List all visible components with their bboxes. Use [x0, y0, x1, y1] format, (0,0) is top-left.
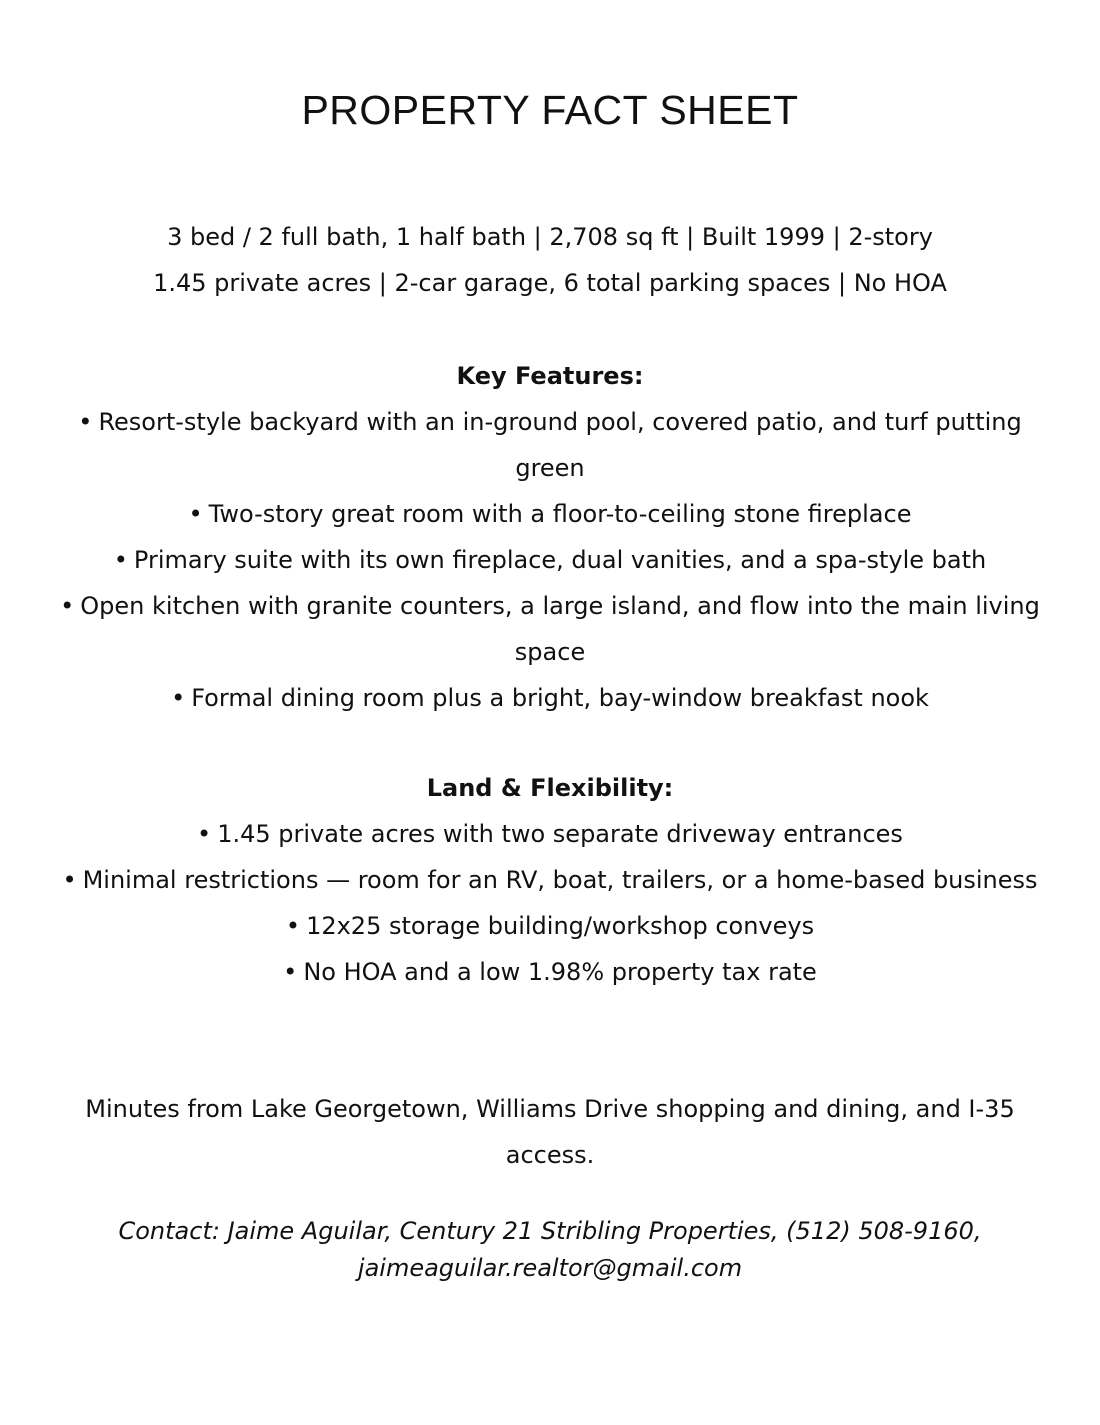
bullet-icon: • — [113, 546, 128, 574]
land-flexibility-section — [60, 765, 1040, 995]
bullet-icon: • — [283, 958, 298, 986]
key-features-heading: Key Features: — [456, 362, 644, 390]
bullet-icon: • — [188, 500, 203, 528]
contact-email: jaimeaguilar.realtor@gmail.com — [357, 1254, 743, 1282]
list-item — [55, 675, 1045, 721]
list-item — [55, 583, 1045, 675]
list-item-text: Formal dining room plus a bright, bay-window breakfast nook — [191, 684, 929, 712]
list-item-text: 1.45 private acres with two separate driveway entrances — [217, 820, 903, 848]
bullet-icon: • — [78, 408, 93, 436]
land-flexibility-list — [60, 811, 1040, 995]
list-item-text: Open kitchen with granite counters, a large island, and flow into the main living space — [80, 592, 1040, 666]
key-features-list — [55, 399, 1045, 721]
summary-line-lot: 1.45 private acres | 2-car garage, 6 total parking spaces | No HOA — [153, 269, 947, 297]
list-item — [55, 399, 1045, 491]
list-item — [55, 491, 1045, 537]
bullet-icon: • — [60, 592, 75, 620]
list-item — [60, 949, 1040, 995]
list-item-text: No HOA and a low 1.98% property tax rate — [303, 958, 817, 986]
bullet-icon: • — [62, 866, 77, 894]
list-item-text: Resort-style backyard with an in-ground pool, covered patio, and turf putting green — [98, 408, 1022, 482]
page-title: PROPERTY FACT SHEET — [301, 87, 799, 133]
list-item — [55, 537, 1045, 583]
contact-line: Contact: Jaime Aguilar, Century 21 Stribling Properties, (512) 508-9160, — [118, 1217, 982, 1245]
list-item-text: Two-story great room with a floor-to-ceiling stone fireplace — [208, 500, 912, 528]
location-note: Minutes from Lake Georgetown, Williams Drive shopping and dining, and I-35 access. — [85, 1095, 1015, 1169]
bullet-icon: • — [171, 684, 186, 712]
contact-info — [60, 1213, 1040, 1287]
list-item-text: Minimal restrictions — room for an RV, boat, trailers, or a home-based business — [82, 866, 1038, 894]
list-item — [60, 811, 1040, 857]
list-item-text: 12x25 storage building/workshop conveys — [306, 912, 815, 940]
key-features-section — [55, 353, 1045, 721]
bullet-icon: • — [285, 912, 301, 940]
property-summary — [40, 214, 1060, 306]
bullet-icon: • — [197, 820, 212, 848]
land-flexibility-heading: Land & Flexibility: — [426, 774, 674, 802]
list-item — [60, 903, 1040, 949]
list-item — [60, 857, 1040, 903]
list-item-text: Primary suite with its own fireplace, dual vanities, and a spa-style bath — [133, 546, 987, 574]
summary-line-specs: 3 bed / 2 full bath, 1 half bath | 2,708 sq ft | Built 1999 | 2-story — [167, 223, 933, 251]
